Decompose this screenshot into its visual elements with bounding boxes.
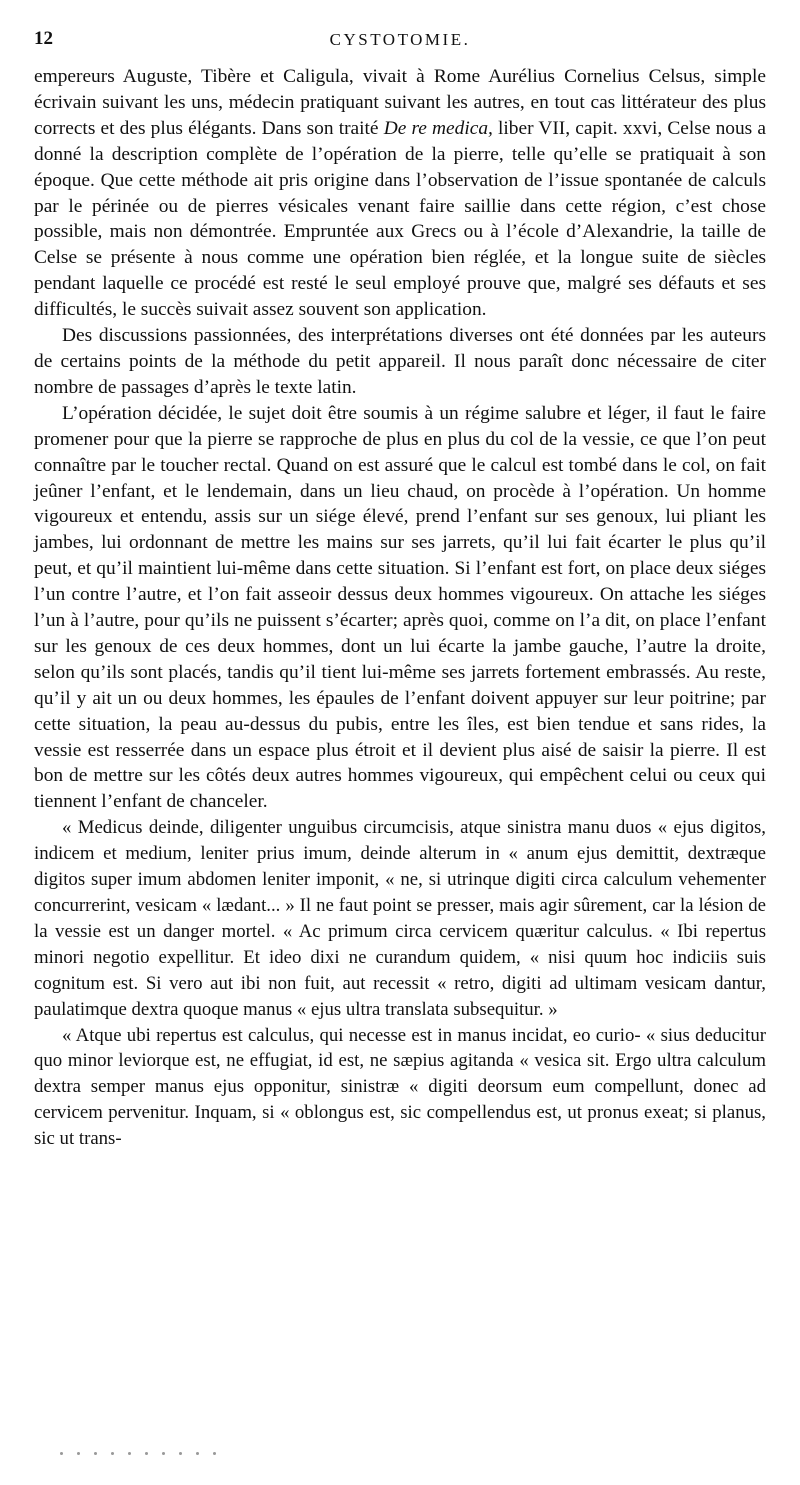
paragraph-celsus (34, 64, 766, 323)
page-header (34, 28, 766, 64)
italic-title: De re medica, (383, 117, 493, 139)
paragraph-discussions: Des discussions passionnées, des interprétations diverses ont été données par les auteurs de certains points de la méthode du petit appareil. Il nous paraît donc nécessaire de citer nombre de passages d’après le texte latin. (34, 325, 766, 398)
paragraph-text: empereurs Auguste, Tibère et Caligula, vivait à Rome Aurélius Cornelius Celsus, simple écrivain suivant les uns, médecin pratiquant suivant les autres, en tout cas littérateur des plus corrects et des plus élégants. Dans son traité (34, 66, 766, 139)
page (34, 28, 766, 1152)
page-number: 12 (34, 28, 53, 49)
footer-bleedthrough (60, 1442, 740, 1448)
paragraph-text: liber VII, capit. xxvi, Celse nous a donné la description complète de l’opération de la pierre, telle qu’elle se pratiquait à son époque. Que cette méthode ait pris origine dans l’observation de l’issue spontanée de calculs par le périnée ou de pierres vésicales venant faire saillie dans cette région, c’est chose possible, mais non démontrée. Empruntée aux Grecs ou à l’école d’Alexandrie, la taille de Celse se présente à nous comme une opération bien réglée, et la longue suite de siècles pendant laquelle ce procédé est resté le seul employé prouve que, malgré ses défauts et ses difficultés, le succès suivait assez souvent son application. (34, 117, 766, 321)
paragraph-operation: L’opération décidée, le sujet doit être soumis à un régime salubre et léger, il faut le faire promener pour que la pierre se rapproche de plus en plus du col de la vessie, ce que l’on peut connaître par le toucher rectal. Quand on est assuré que le calcul est tombé dans le col, on fait jeûner l’enfant, et le lendemain, dans un lieu chaud, on procède à l’opération. Un homme vigoureux et entendu, assis sur un siége élevé, prend l’enfant sur ses genoux, lui pliant les jambes, lui ordonnant de mettre les mains sur ses jarrets, qu’il lui fait écarter le plus qu’il peut, et qu’il maintient lui-même dans cette situation. Si l’enfant est fort, on place deux siéges l’un contre l’autre, et l’on fait asseoir dessus deux hommes vigoureux. On attache les siéges l’un à l’autre, pour qu’ils ne puissent s’écarter; après quoi, comme on l’a dit, on place l’enfant sur les genoux de ces deux hommes, dont un lui écarte la jambe gauche, l’autre la droite, selon qu’ils sont placés, tandis qu’il tient lui-même ses jarrets fortement embrassés. Au reste, qu’il y ait un ou deux hommes, les épaules de l’enfant doivent appuyer sur leur poitrine; par cette situation, la peau au-dessus du pubis, entre les îles, est bien tendue et sans rides, la vessie est resserrée dans un espace plus étroit et il devient plus aisé de saisir la pierre. Il est bon de mettre sur les côtés deux autres hommes vigoureux, qui empêchent celui ou ceux qui tiennent l’enfant de chanceler. (34, 402, 766, 813)
paragraph-latin-quote-1: « Medicus deinde, diligenter unguibus circumcisis, atque sinistra manu duos « ejus digitos, indicem et medium, leniter prius imum, deinde alterum in « anum ejus demittit, dextræque digitos super imum abdomen leniter imponit, « ne, si utrinque digiti circa calculum vehementer concurrerint, vesicam « lædant... » Il ne faut point se presser, mais agir sûrement, car la lésion de la vessie est un danger mortel. « Ac primum circa cervicem quæritur calculus. « Ibi repertus minori negotio expellitur. Et ideo dixi ne curandum quidem, « nisi quum hoc indiciis suis cognitum est. Si vero aut ibi non fuit, aut recessit « retro, digiti ad ultimam vesicam dantur, paulatimque dextra quoque manus « ejus ultra translata subsequitur. » (34, 817, 766, 1020)
body-text (34, 64, 766, 1152)
running-title: CYSTOTOMIE. (329, 30, 471, 49)
paragraph-latin-quote-2: « Atque ubi repertus est calculus, qui necesse est in manus incidat, eo curio- « sius deducitur quo minor leviorque est, ne effugiat, id est, ne sæpius agitanda « vesica sit. Ergo ultra calculum dextra semper manus ejus opponitur, sinistræ « digiti deorsum eum compellunt, donec ad cervicem pervenitur. Inquam, si « oblongus est, sic compellendus est, ut pronus exeat; si planus, sic ut trans- (34, 1024, 766, 1150)
